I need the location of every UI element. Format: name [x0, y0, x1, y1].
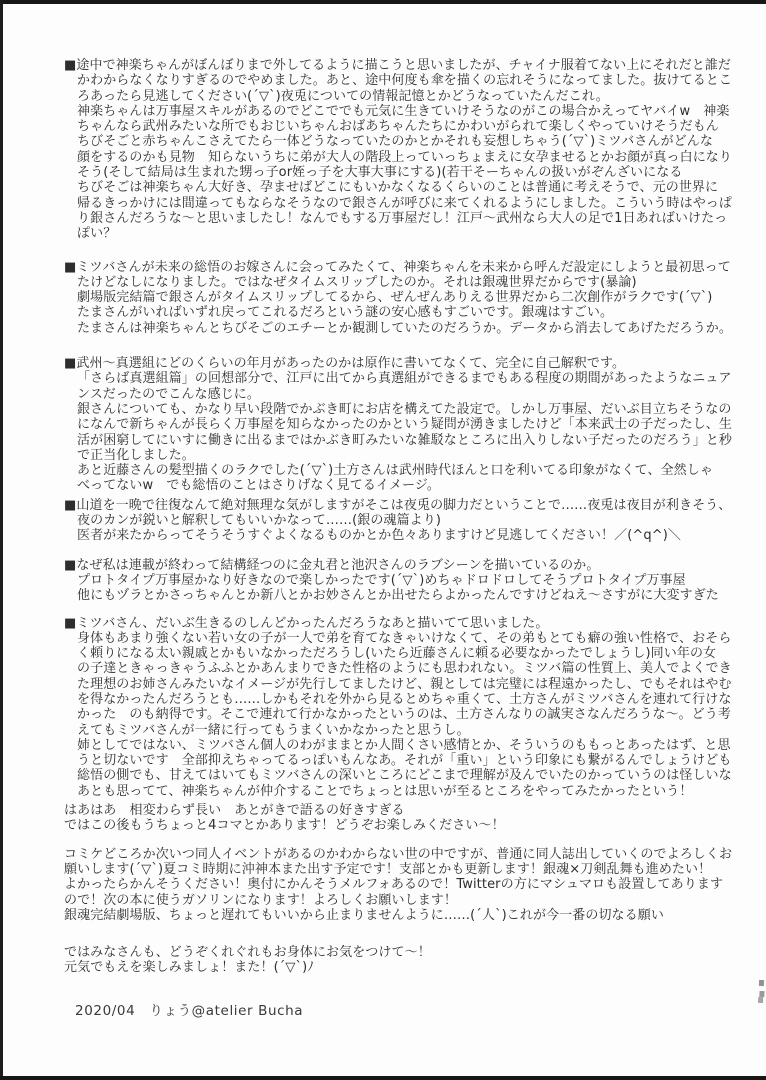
paragraph-line: り銀さんだろうな〜と思いましたし！なんでもする万事屋だし！江戸〜武州なら大人の足で1日あればいけたっ — [77, 210, 728, 226]
paragraph-line: ちゃんなら武州みたいな所でもおじいちゃんおばあちゃんたちにかわいがられて楽しくやっていけそうだもん — [77, 119, 719, 135]
paragraph — [64, 615, 732, 800]
paragraph-line: 総悟の側でも、甘えてはいてもミツバさんの深いところにどこまで理解が及んでいたのかっていうのは怪しいな — [77, 768, 732, 784]
paragraph-line: かった のも納得です。そこで連れて行かなかったというのは、土方さんなりの誠実さなんだろうな〜。どう考 — [77, 707, 731, 723]
paragraph-line: ではみなさんも、どうぞくれぐれもお身体にお気をつけて〜！ — [64, 945, 431, 961]
paragraph-line: 夜のカンが鋭いと解釈してもいいかなって……(銀の魂篇より) — [77, 513, 442, 529]
paragraph-bullet-line: ■ミツバさんが未来の総悟のお嫁さんに会ってみたくて、神楽ちゃんを未来から呼んだ設定にしようと最初思って — [64, 259, 731, 275]
paragraph-line: た理想のお姉さんみたいなイメージが先行してましたけど、親としては完璧には程遠かったし、でもそれはやむ — [77, 676, 732, 692]
paragraph-line: あと近藤さんの髪型描くのラクでした(´▽`)土方さんは武州時代ほんと口を利いてる印象がなくて、全然しゃ — [77, 463, 713, 479]
paragraph-line: 神楽ちゃんは万事屋スキルがあるのでどこででも元気に生きていけそうなのがこの場合かえってヤバイw 神楽 — [77, 103, 730, 119]
paragraph-line: たまさんは神楽ちゃんとちびそごのエチーとか観測していたのだろうか。データから消去してあげただろうか。 — [77, 320, 733, 336]
scan-border-top — [0, 0, 766, 4]
scan-border-bottom — [0, 1076, 766, 1080]
paragraph — [64, 846, 733, 923]
paragraph — [64, 803, 720, 834]
paragraph-line: そう(そして結局は生まれた甥っ子or姪っ子を大事大事にする)(若干そーちゃんの扱いがぞんざいになる — [77, 165, 683, 181]
paragraph-line: えてもミツバさんが一緒に行ってもうまくいかなかったと思うし。 — [77, 722, 470, 738]
paragraph-line: たまさんがいればいずれ戻ってこれるだろという謎の安心感もすごいです。銀魂はすごい。 — [77, 305, 614, 321]
paragraph — [64, 497, 732, 544]
paragraph — [64, 945, 720, 976]
paragraph-bullet-line: ■なぜ私は連載が終わって結構経つのに金丸君と池沢さんのラブシーンを描いているのか。 — [64, 557, 600, 573]
paragraph-bullet-line: ■山道を一晩で往復なんて絶対無理な気がしますがそこは夜兎の脚力だということで……夜兎は夜目が利きそう、 — [64, 497, 732, 513]
paragraph-line: はあはあ 相変わらず長い あとがきで語るの好きすぎる — [64, 803, 405, 819]
paragraph — [64, 58, 733, 242]
paragraph-bullet-line: ■途中で神楽ちゃんがぼんぼりまで外してるように描こうと思いましたが、チャイナ服着てない上にそれだと誰だ — [64, 58, 731, 73]
paragraph-line: 活が困窮してにいすに働きに出るまではかぶき町みたいな雑駁なところに出入りしない子だったのだろう」と秒 — [77, 432, 733, 448]
paragraph-bullet-line: ■ミツバさん、だいぶ生きるのしんどかったんだろうなあと描いてて思いました。 — [64, 615, 549, 631]
paragraph-line: ンスだったのでこんな感じに。 — [77, 386, 261, 402]
paragraph-line: かわからなくなりすぎるのでやめました。あと、途中何度も傘を描くの忘れそうになってました。抜けてるとこ — [77, 73, 733, 89]
paragraph-line: で正当化しました。 — [77, 447, 195, 463]
afterword-body — [64, 58, 733, 1019]
paragraph-line: あとも思ってて、神楽ちゃんが仲介することでちょっとは思いが至るところをやってみたかったという！ — [77, 783, 693, 799]
paragraph-line: ぽい？ — [77, 226, 117, 242]
paragraph-line: よかったらかんそうください！奥付にかんそうメルフォあるので！Twitterの方にマシュマロも設置してあります — [64, 877, 724, 893]
paragraph — [64, 259, 733, 336]
paragraph-line: 銀魂完結劇場版、ちょっと遅れてもいいから止まりませんように……(´人`)これが今一番の切なる願い — [64, 907, 664, 923]
paragraph-line: 顔をするのかも見物 知らないうちに弟が大人の階段上っていっちょまえに女孕ませるとかお顔が真っ白になり — [77, 149, 733, 165]
paragraph-line: ろあったら見逃してください(´▽`)夜兎についての情報記憶とかどうなっていたんだこれ。 — [77, 88, 609, 104]
scan-border-left — [0, 0, 3, 1080]
paragraph-line: 身体もあまり強くない若い女の子が一人で弟を育てなきゃいけなくて、その弟もとても癖の強い性格で、おそら — [77, 630, 732, 646]
paragraph-line: べってないw でも総悟のことはさりげなく見てるイメージ。 — [77, 478, 441, 494]
paragraph-line: ではこの後もうちょっと4コマとかあります！どうぞお楽しみください〜！ — [64, 818, 505, 834]
paragraph-line: 「さらば真選組篇」の回想部分で、江戸に出てから真選組ができるまでもある程度の期間があったようなニュア — [77, 371, 732, 387]
paragraph-line: 劇場版完結篇で銀さんがタイムスリップしてるから、ぜんぜんありえる世界だから二次創作がラクです(´▽`) — [77, 290, 713, 306]
paragraph-line: ちびそごは神楽ちゃん大好き、孕ませばどこにもいかなくなるくらいのことは普通に考えそうで、元の世界に — [77, 180, 719, 196]
colophon-credit: 2020/04 りょう@atelier Bucha — [75, 1002, 304, 1019]
paragraph-line: になんで新ちゃんが長らく万事屋を知らなかったのかという疑問が湧きましたけど「本来武士の子だったし、生 — [77, 417, 733, 433]
paragraph-line: 銀さんについても、かなり早い段階でかぶき町にお店を構えてた設定で。しかし万事屋、だいぶ目立ちそうなの — [77, 401, 732, 417]
paragraph-line: たけどなしになりました。ではなぜタイムスリップしたのか。それは銀魂世界だからです(暴論) — [77, 274, 637, 290]
scan-artifact-page-number — [759, 980, 764, 986]
paragraph-line: コミケどころか次いつ同人イベントがあるのかわからない世の中ですが、普通に同人誌出していくのでよろしくお — [64, 846, 733, 862]
paragraph-line: 願いします(´▽`)夏コミ時期に沖神本また出す予定です！支部とかも更新します！銀魂×刀剣乱舞も進めたい！ — [64, 861, 712, 877]
paragraph-line: うと切ないです 全部抑えちゃってるっぽいもんなあ。それが「重い」という印象にも繋がるんでしょうけども — [77, 753, 732, 769]
paragraph-line: く頼りになる太い親戚とかもいなかっただろうし(いたら近藤さんに頼る必要なかったでしょうし)同い年の女 — [77, 646, 717, 662]
paragraph-line: 姉としてではない、ミツバさん個人のわがままとか人間くさい感情とか、そういうのももっとあったはず、と思 — [77, 737, 731, 753]
paragraph — [64, 356, 733, 494]
paragraph-line: ので！次の本に使うガソリンになります！よろしくお願いします！ — [64, 892, 458, 908]
paragraph-line: 医者が来たからってそうそうすぐよくなるものかとか色々ありますけど見逃してください！／(^q^)＼ — [77, 528, 681, 544]
paragraph-line: 帰るきっかけには間違ってもならなそうなので銀さんが呼びに来てくれるようにしました。こういう時はやっぱ — [77, 195, 733, 211]
paragraph — [64, 558, 720, 604]
paragraph-line: 他にもヅラとかさっちゃんとか新八とかお妙さんとか出せたらよかったんですけどねえ〜さすがに大変すぎた — [77, 588, 719, 604]
paragraph-line: プロトタイプ万事屋かなり好きなので楽しかったです(´▽`)めちゃドロドロしてそうプロトタイプ万事屋 — [77, 572, 686, 588]
paragraph-line: の子達ときゃっきゃうふふとかあんまりできた性格のようにも思われない。ミツバ篇の性質上、美人でよくでき — [77, 661, 732, 677]
paragraph-line: ちびそごと赤ちゃんこさえてたら一体どうなっていたのかとかそれも妄想しちゃう(´▽`)ミツバさんがどんな — [77, 134, 713, 150]
paragraph-line: 元気でもえを楽しみましょ！また！(´▽`)ﾉ — [64, 960, 314, 976]
paragraph-line: を得なかったんだろうとも……しかもそれを外から見るとめちゃ重くて、土方さんがミツバさんを連れて行けな — [77, 691, 732, 707]
paragraph-bullet-line: ■武州〜真選組にどのくらいの年月があったのかは原作に書いてなくて、完全に自己解釈です。 — [64, 356, 626, 372]
